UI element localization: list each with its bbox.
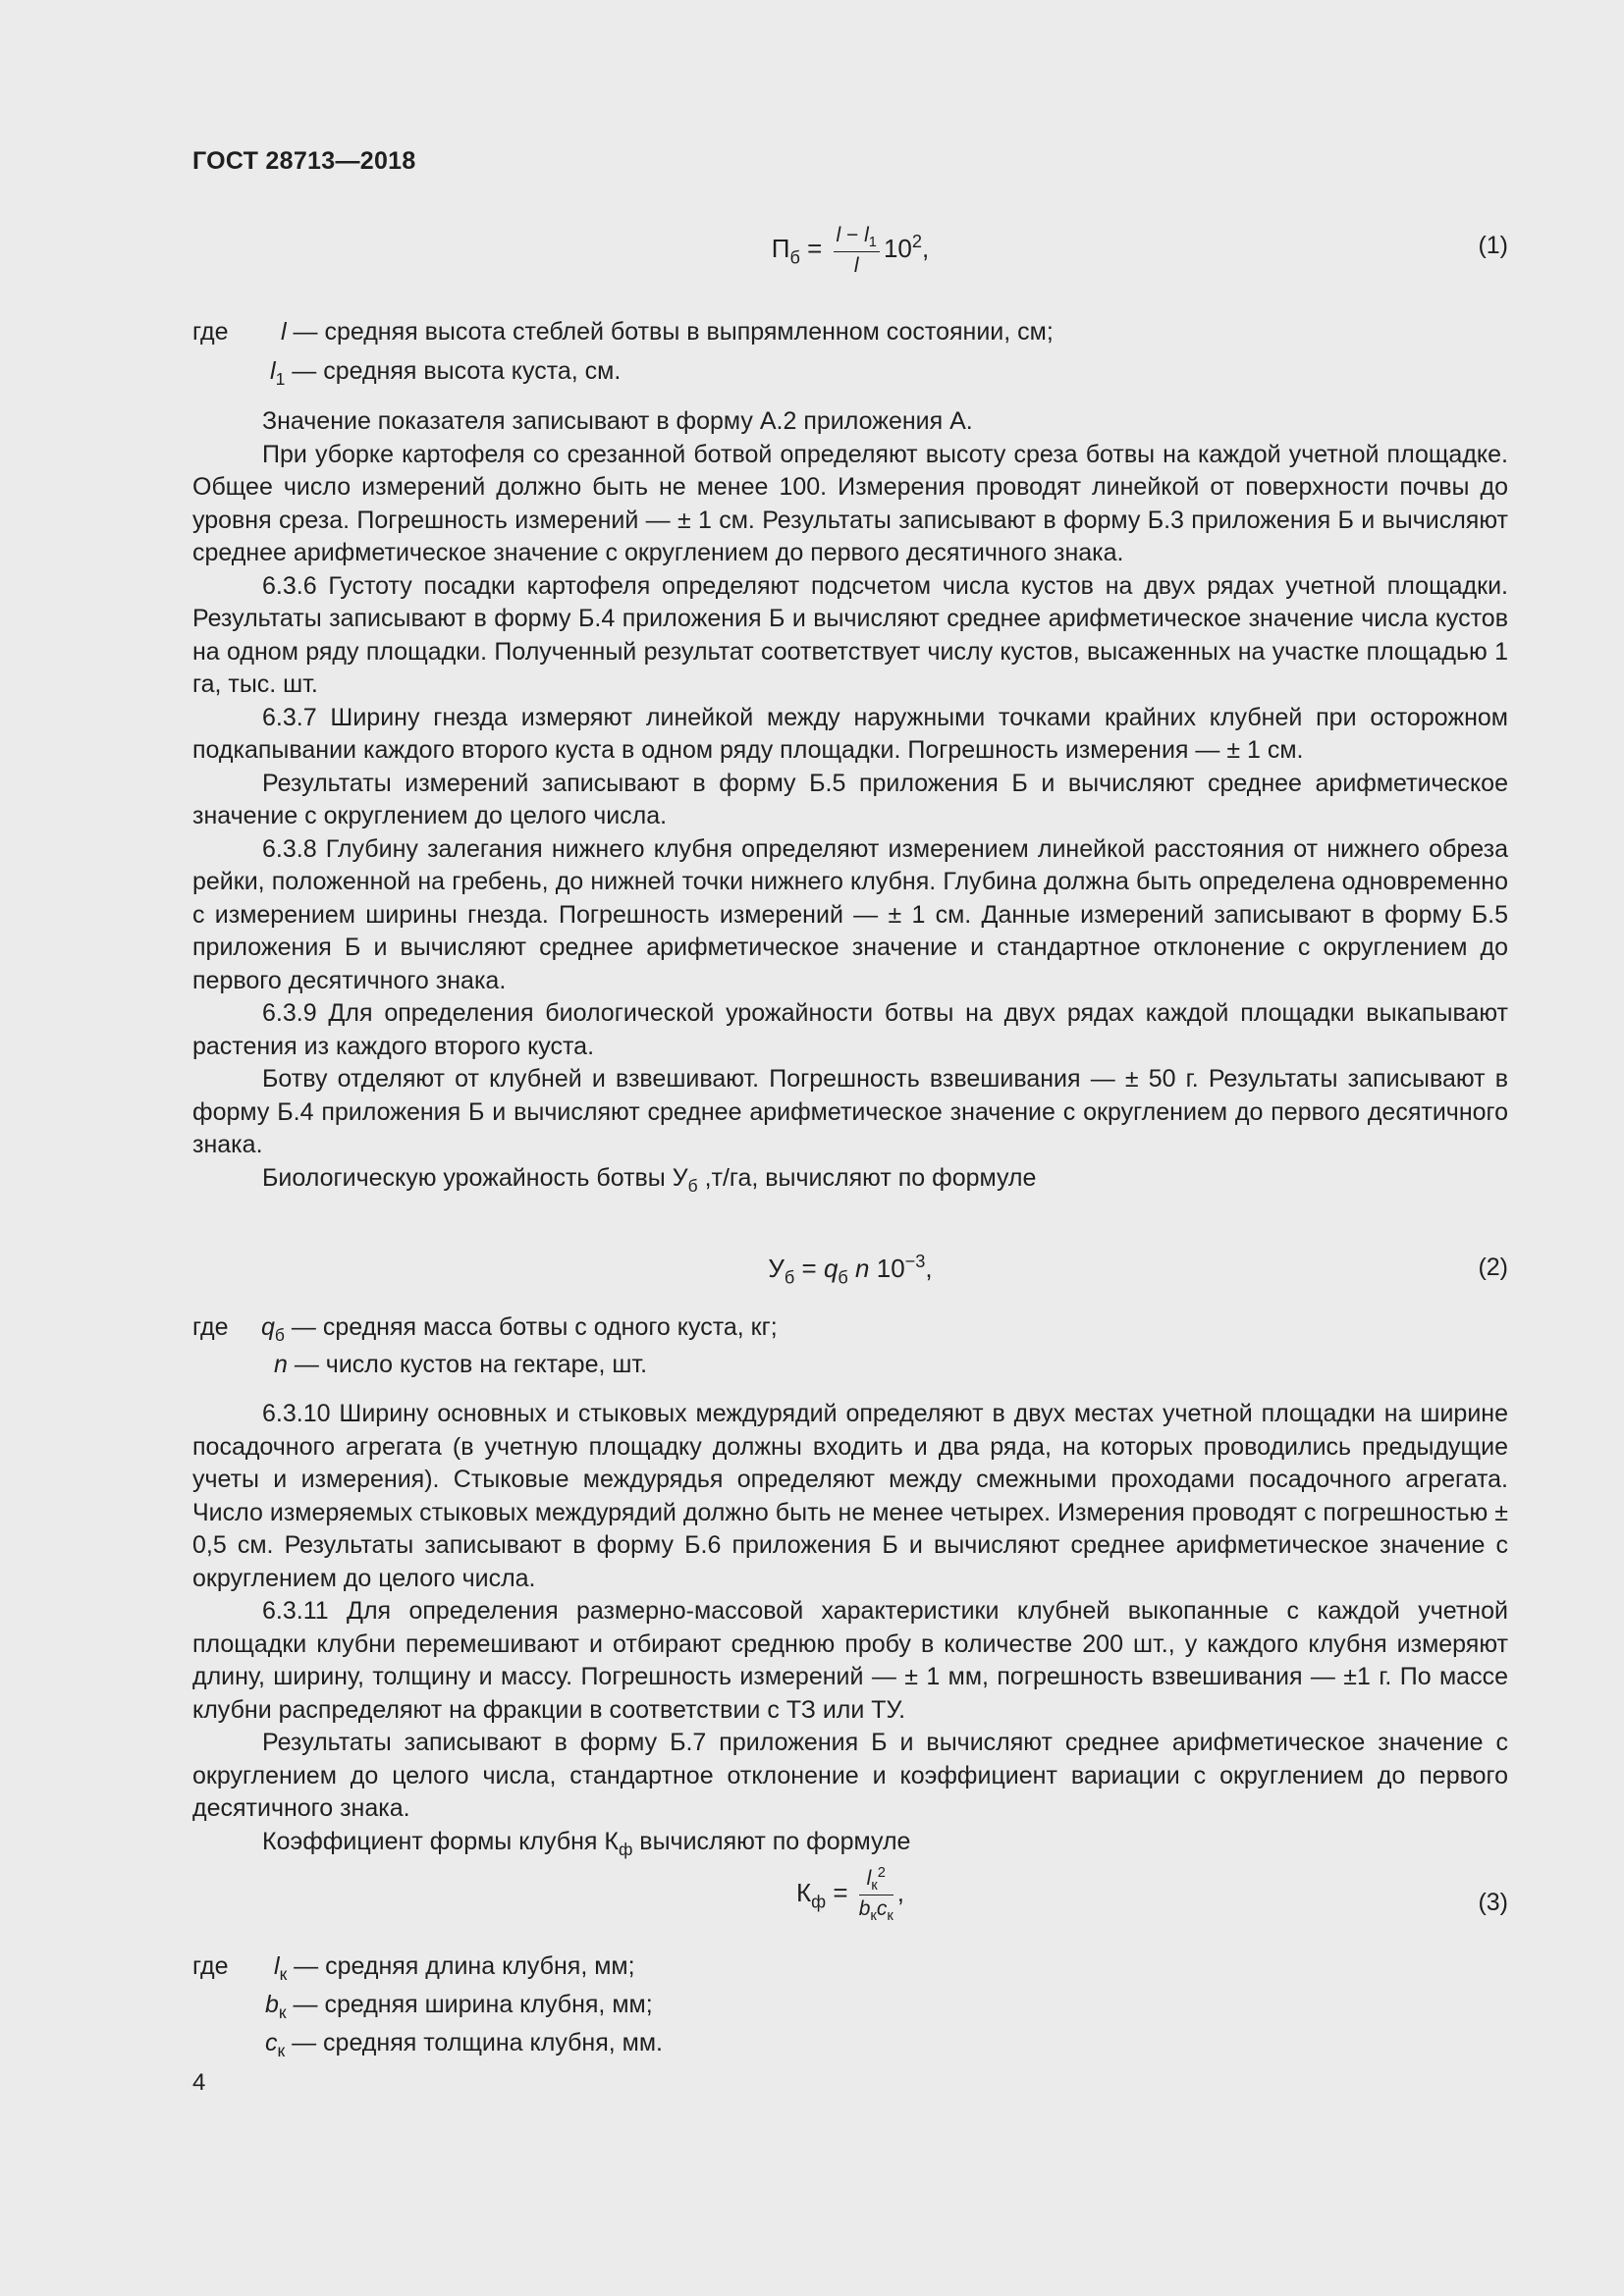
- document-header: ГОСТ 28713—2018: [192, 147, 416, 175]
- text-block-1: [192, 405, 1508, 1202]
- where-1-item-2: $l_1$ — средняя высота куста, см.: [270, 357, 622, 390]
- where-block-1: [192, 316, 1508, 390]
- paragraph: Результаты записывают в форму Б.7 приложения Б и вычисляют среднее арифметическое значение с округлением до целого числа, стандартное отклонение и коэффициент вариации с округлением до первого десятичного знака.: [192, 1729, 1508, 1822]
- formula-2-intro: Биологическую урожайность ботвы $У_б$ ,т/га, вычисляют по формуле: [262, 1163, 1037, 1196]
- paragraph-6-3-10: 6.3.10 Ширину основных и стыковых междурядий определяют в двух местах учетной площадки на ширине посадочного агрегата (в учетную площадку должны входить и два ряда, на которых проводились предыдущие учеты и измерения). Стыковые междурядья определяют между смежными проходами посадочного агрегата. Число измеряемых стыковых междурядий должно быть не менее четырех. Измерения проводят с погрешностью ± 0,5 см. Результаты записывают в форму Б.6 приложения Б и вычисляют среднее арифметическое значение с округлением до целого числа.: [192, 1400, 1508, 1592]
- formula-3-number: (3): [1478, 1889, 1508, 1916]
- formula-1: [192, 224, 1508, 293]
- text-block-2: [192, 1398, 1508, 1866]
- where-1-item-1: l — средняя высота стеблей ботвы в выпрямленном состоянии, см;: [281, 318, 1054, 346]
- where-word: где: [192, 1952, 229, 1980]
- formula-3: [192, 1865, 1508, 1944]
- paragraph-6-3-9: 6.3.9 Для определения биологической урожайности ботвы на двух рядах каждой площадки выкапывают растения из каждого второго куста.: [192, 999, 1508, 1060]
- formula-3-fraction: $\frac{l_к^2}{b_кc_к}$: [858, 1865, 893, 1925]
- where-block-3: [192, 1950, 1508, 2063]
- formula-1-expression: $П_б$ = $\frac{l - l_1}{l}$ $10^2$,: [771, 224, 930, 278]
- formula-1-fraction: $\frac{l - l_1}{l}$: [834, 224, 880, 277]
- formula-3-expression: $К_ф$ = $\frac{l_к^2}{b_кc_к}$ ,: [795, 1865, 905, 1925]
- paragraph-6-3-7: 6.3.7 Ширину гнезда измеряют линейкой между наружными точками крайних клубней при осторожном подкапывании каждого второго куста в одном ряду площадки. Погрешность измерения — ± 1 см.: [192, 703, 1508, 764]
- formula-3-intro: Коэффициент формы клубня $К_ф$ вычисляют по формуле: [262, 1827, 911, 1859]
- paragraph: Значение показателя записывают в форму А.2 приложения А.: [262, 407, 973, 435]
- formula-2-expression: $У_б = q_б$ n $10^{-3}$,: [768, 1252, 933, 1288]
- where-3-item-2: $b_к$ — средняя ширина клубня, мм;: [265, 1991, 653, 2023]
- where-2-item-2: n — число кустов на гектаре, шт.: [274, 1351, 648, 1378]
- paragraph-6-3-11: 6.3.11 Для определения размерно-массовой характеристики клубней выкопанные с каждой учетной площадки клубни перемешивают и отбирают среднюю пробу в количестве 200 шт., у каждого клубня измеряют длину, ширину, толщину и массу. Погрешность измерений — ± 1 мм, погрешность взвешивания — ±1 г. По массе клубни распределяют на фракции в соответствии с ТЗ или ТУ.: [192, 1597, 1508, 1724]
- paragraph-6-3-8: 6.3.8 Глубину залегания нижнего клубня определяют измерением линейкой расстояния от нижнего обреза рейки, положенной на гребень, до нижней точки нижнего клубня. Глубина должна быть определена одновременно с измерением ширины гнезда. Погрешность измерений — ± 1 см. Данные измерений записывают в форму Б.5 приложения Б и вычисляют среднее арифметическое значение и стандартное отклонение с округлением до первого десятичного знака.: [192, 834, 1508, 994]
- formula-2: [192, 1252, 1508, 1296]
- page-number: 4: [192, 2069, 206, 2096]
- paragraph: Результаты измерений записывают в форму Б.5 приложения Б и вычисляют среднее арифметическое значение с округлением до целого числа.: [192, 769, 1508, 829]
- where-3-item-3: $c_к$ — средняя толщина клубня, мм.: [265, 2029, 663, 2061]
- where-word: где: [192, 1313, 229, 1341]
- where-3-item-1: $l_к$ — средняя длина клубня, мм;: [274, 1952, 635, 1985]
- where-word: где: [192, 318, 229, 346]
- formula-1-number: (1): [1478, 232, 1508, 259]
- paragraph-6-3-6: 6.3.6 Густоту посадки картофеля определяют подсчетом числа кустов на двух рядах учетной площадки. Результаты записывают в форму Б.4 приложения Б и вычисляют среднее арифметическое значение числа кустов на одном ряду площадки. Полученный результат соответствует числу кустов, высаженных на участке площадью 1 га, тыс. шт.: [192, 571, 1508, 698]
- paragraph: При уборке картофеля со срезанной ботвой определяют высоту среза ботвы на каждой учетной площадке. Общее число измерений должно быть не менее 100. Измерения проводят линейкой от поверхности почвы до уровня среза. Погрешность измерений — ± 1 см. Результаты записывают в форму Б.3 приложения Б и вычисляют среднее арифметическое значение с округлением до первого десятичного знака.: [192, 440, 1508, 566]
- paragraph: Ботву отделяют от клубней и взвешивают. Погрешность взвешивания — ± 50 г. Результаты записывают в форму Б.4 приложения Б и вычисляют среднее арифметическое значение с округлением до первого десятичного знака.: [192, 1065, 1508, 1158]
- formula-2-number: (2): [1478, 1254, 1508, 1281]
- where-block-2: [192, 1311, 1508, 1380]
- where-2-item-1: $q_б$ — средняя масса ботвы с одного куста, кг;: [261, 1313, 778, 1346]
